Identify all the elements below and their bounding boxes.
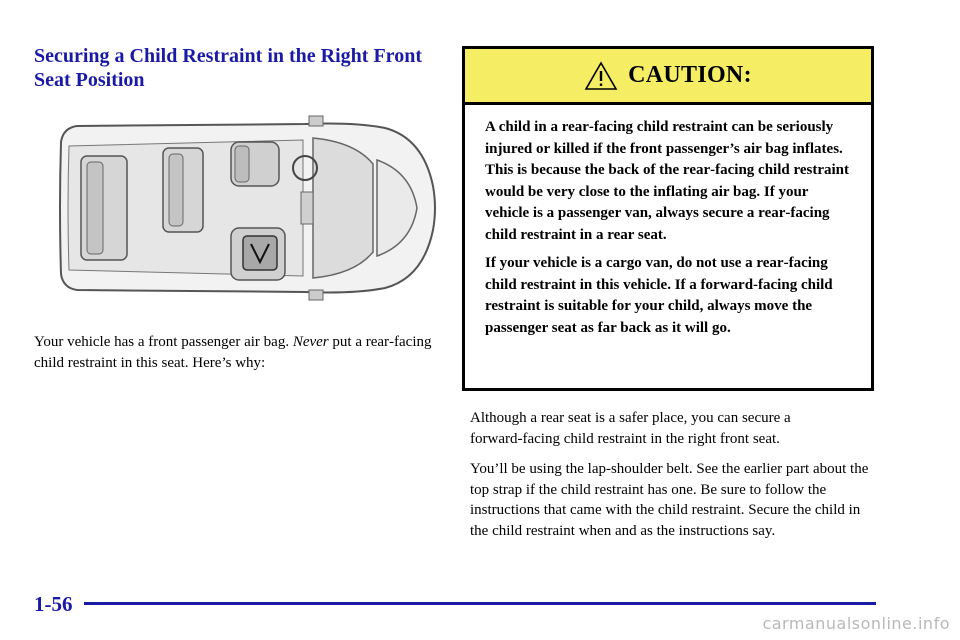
caution-paragraph-2: If your vehicle is a cargo van, do not use a rear‑facing child restraint in this vehicle. If a forward‑facing child restraint is suitable for your child, always move the passenger seat as far back as it will go.: [485, 255, 833, 336]
footer-rule: [84, 602, 876, 605]
lap-shoulder-belt-paragraph: You’ll be using the lap‑shoulder belt. See the earlier part about the top strap if the child restraint has one. Be sure to follow the instructions that came with the child restraint. Secure the child in the child restraint when and as the instructions say.: [470, 461, 869, 539]
page-number: 1-56: [34, 592, 73, 616]
section-heading: Securing a Child Restraint in the Right Front Seat Position: [34, 45, 422, 91]
caution-box: [462, 46, 874, 391]
rear-seat-paragraph: Although a rear seat is a safer place, you can secure a forward‑facing child restraint in the right front seat.: [470, 410, 791, 447]
watermark: carmanualsonline.info: [762, 614, 950, 633]
caution-paragraph-1: A child in a rear‑facing child restraint can be seriously injured or killed if the front passenger’s air bag inflates. This is because the back of the rear‑facing child restraint would be very close to the inflating air bag. If your vehicle is a passenger van, always secure a rear‑facing child restraint in a rear seat.: [485, 119, 850, 243]
air-bag-paragraph: [34, 332, 444, 374]
air-bag-text: Your vehicle has a front passenger air bag.: [34, 334, 293, 350]
van-top-view-illustration: [55, 112, 440, 304]
right-column-text: [470, 408, 880, 551]
caution-title: CAUTION:: [628, 62, 752, 88]
warning-triangle-icon: [584, 61, 618, 91]
never-emphasis: Never: [292, 334, 329, 350]
caution-header: [465, 49, 871, 105]
caution-body: [465, 105, 871, 339]
van-top-view-icon: [55, 112, 440, 304]
air-bag-text-continued: put a rear‑facing child restraint in this seat. Here’s why:: [34, 334, 432, 371]
